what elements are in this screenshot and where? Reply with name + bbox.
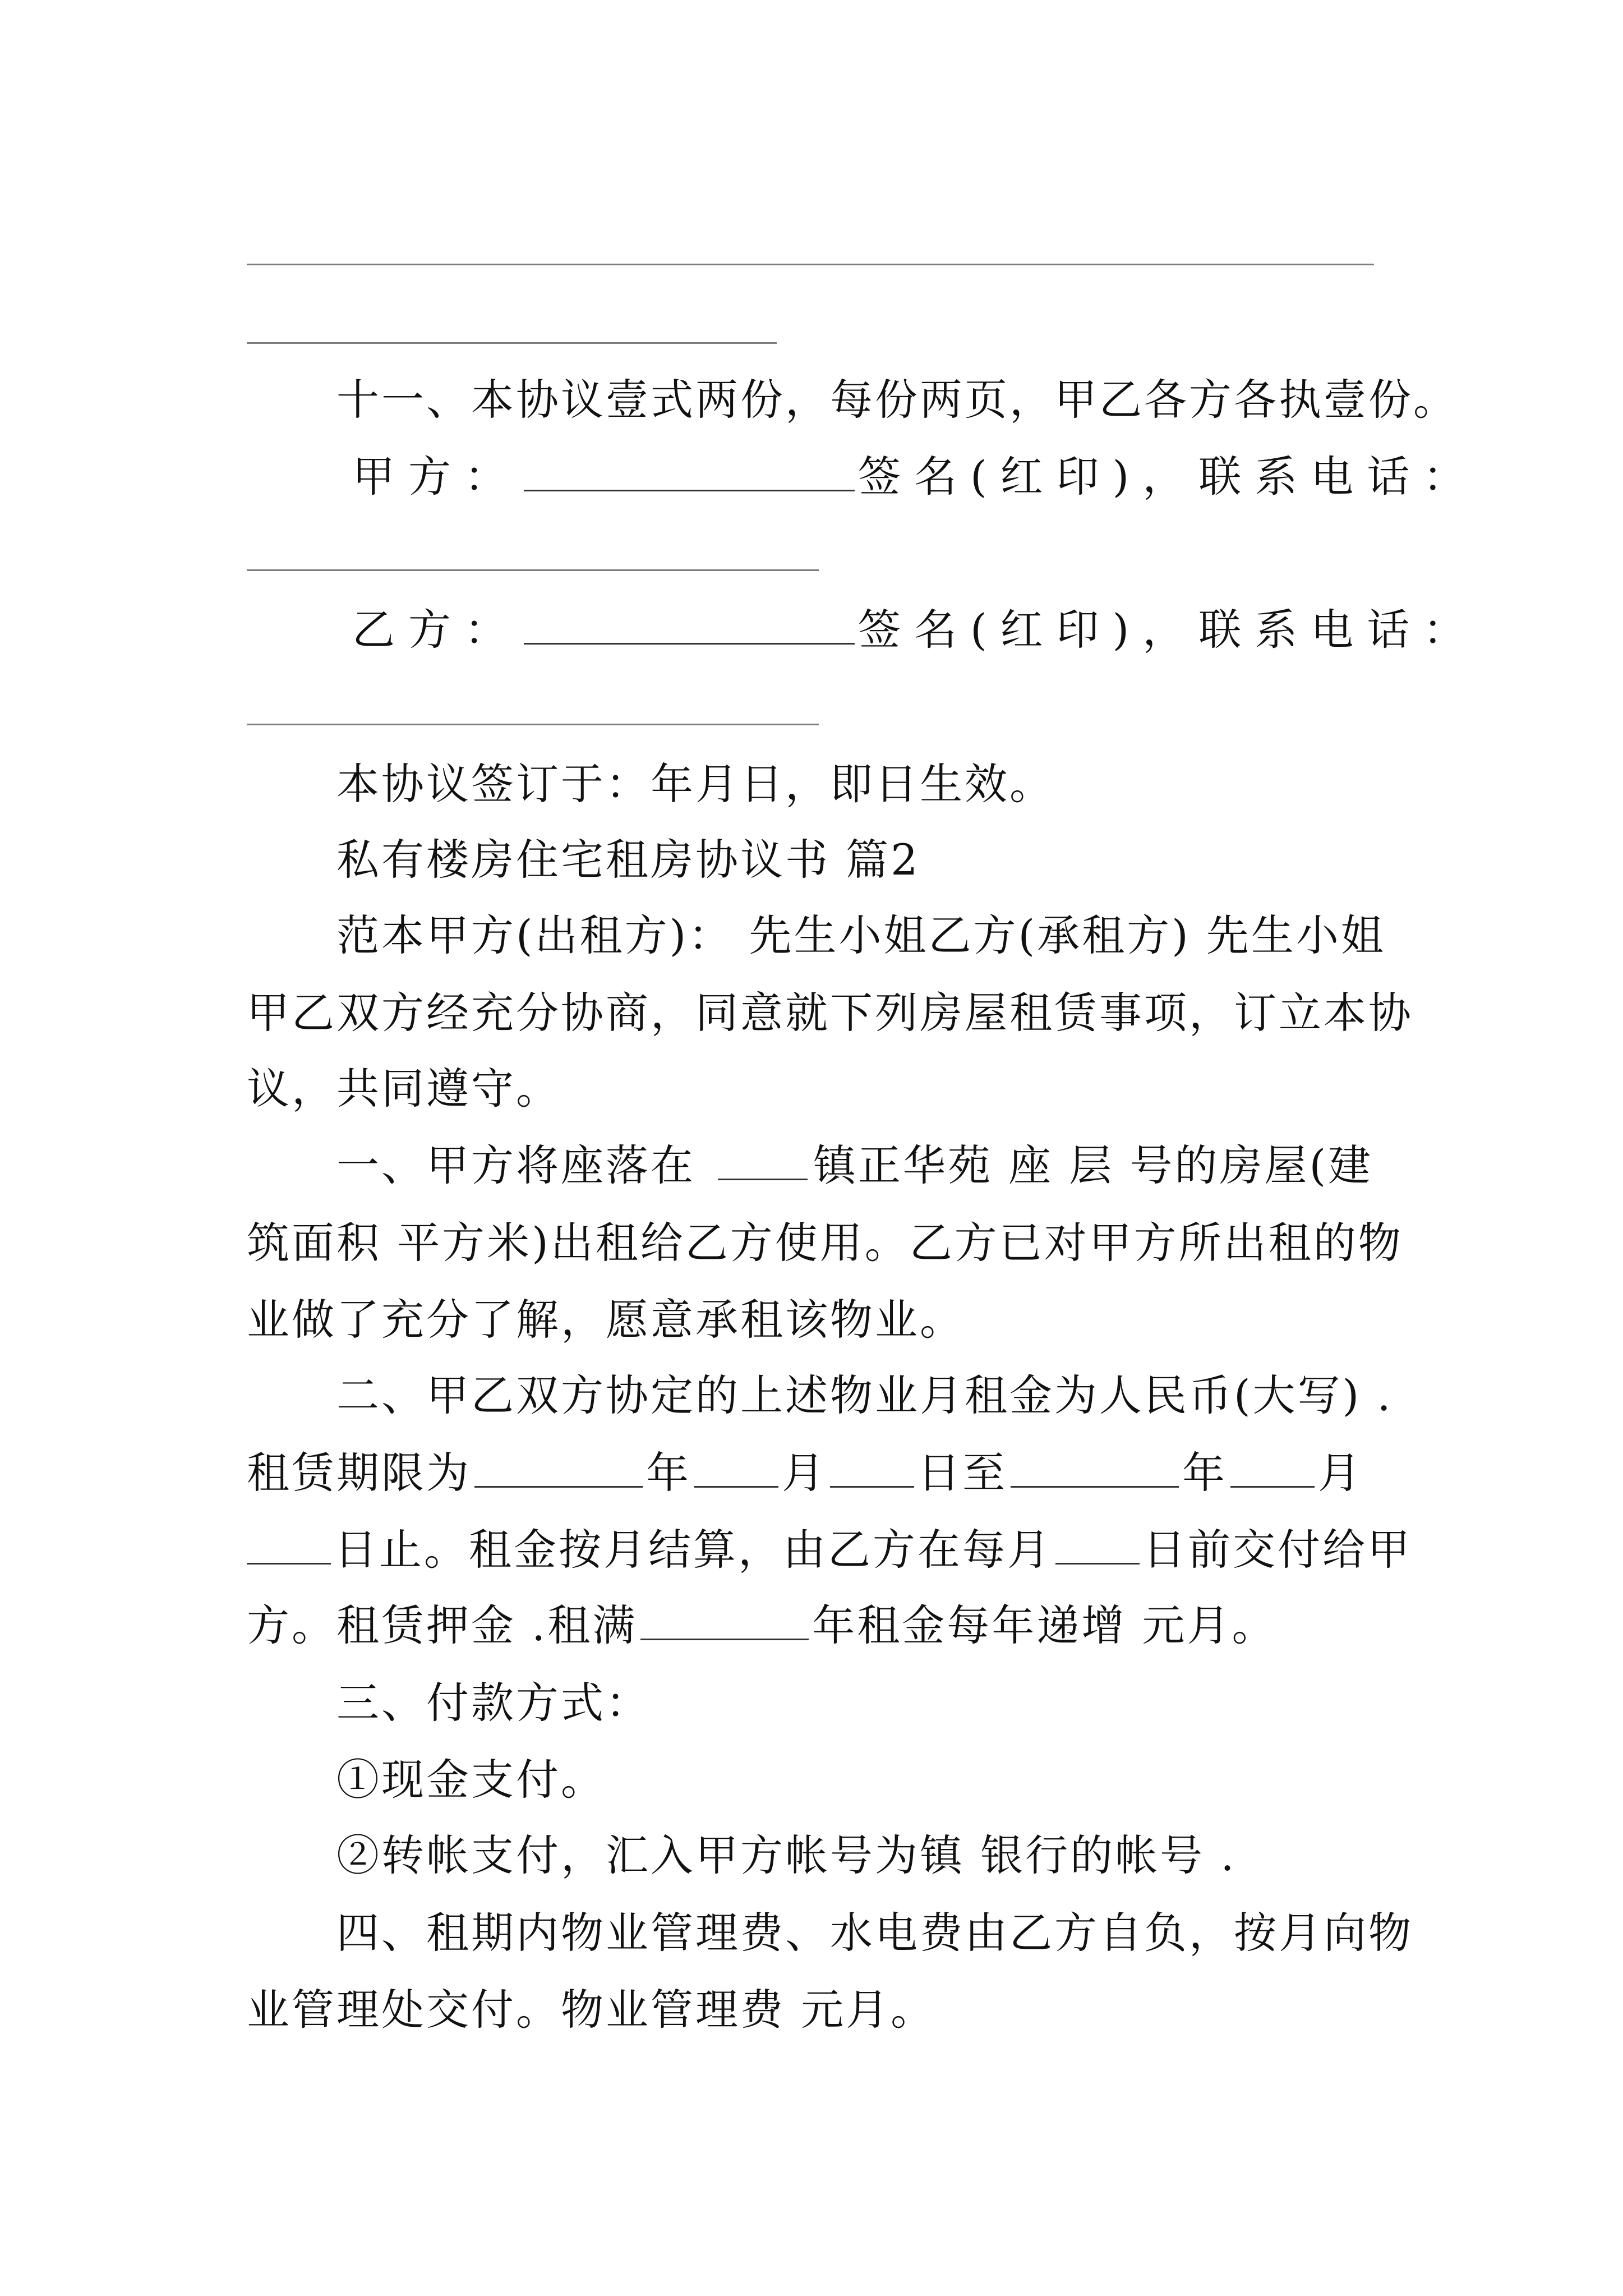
party-a-name-blank: [524, 487, 855, 491]
clause-3-title: 三、付款方式：: [336, 1678, 651, 1728]
document-heading: 私有楼房住宅租房协议书 篇2: [336, 835, 920, 885]
party-b-label: 乙方：: [352, 605, 520, 655]
year-label: 年: [1182, 1448, 1227, 1498]
intro-line-1: 甲乙双方经充分协商，同意就下列房屋租赁事项，订立本协: [247, 988, 1413, 1038]
signature-line-party-b: [352, 605, 1479, 655]
party-a-phone-blank: [247, 569, 819, 571]
party-b-name-blank: [524, 641, 855, 645]
clause-4-line-2: 业管理处交付。物业管理费 元月。: [247, 1985, 936, 2035]
payment-schedule-text-b: 日前交付给甲: [1143, 1525, 1412, 1575]
year-label: 年: [646, 1448, 691, 1498]
lease-term-label: 租赁期限为: [247, 1448, 471, 1498]
deposit-text: 方。租赁押金 .租满: [247, 1600, 638, 1650]
location-blank: [718, 1176, 808, 1180]
fill-line: [247, 264, 1374, 265]
party-a-label: 甲方：: [352, 452, 520, 501]
clause-1-line-1: [336, 1140, 1373, 1190]
payment-day-blank: [1055, 1561, 1140, 1565]
fill-line: [247, 342, 777, 344]
payment-option-2: ②转帐支付，汇入甲方帐号为镇 银行的帐号 .: [336, 1830, 1237, 1880]
end-year-blank: [1011, 1484, 1179, 1488]
start-year-blank: [474, 1484, 643, 1488]
years-blank: [640, 1636, 809, 1640]
clause-2-line-4: [247, 1600, 1277, 1650]
start-day-blank: [830, 1484, 914, 1488]
intro-line-2: 议，共同遵守。: [247, 1064, 561, 1114]
end-day-blank: [247, 1561, 331, 1565]
clause-1-text-a: 一、甲方将座落在: [336, 1140, 695, 1190]
signing-date: 本协议签订于：年月日，即日生效。: [336, 759, 1054, 809]
payment-option-1: ①现金支付。: [336, 1755, 606, 1805]
start-month-blank: [694, 1484, 778, 1488]
parties-line: 范本甲方(出租方)： 先生小姐乙方(承租方) 先生小姐: [336, 910, 1386, 960]
party-b-phone-blank: [247, 724, 819, 725]
clause-2-line-1: 二、甲乙双方协定的上述物业月租金为人民币(大写) .: [336, 1370, 1393, 1420]
clause-1-line-2: 筑面积 平方米)出租给乙方使用。乙方已对甲方所出租的物: [247, 1218, 1403, 1268]
month-label: 月: [782, 1448, 827, 1498]
party-a-sign-label: 签名(红印)，联系电话：: [858, 452, 1479, 501]
clause-11: 十一、本协议壹式两份，每份两页，甲乙各方各执壹份。: [336, 375, 1458, 425]
clause-1-line-3: 业做了充分了解，愿意承租该物业。: [247, 1295, 965, 1345]
payment-schedule-text: 日止。租金按月结算，由乙方在每月: [334, 1525, 1052, 1575]
party-b-sign-label: 签名(红印)，联系电话：: [858, 605, 1479, 655]
day-to-label: 日至: [917, 1448, 1007, 1498]
end-month-blank: [1230, 1484, 1315, 1488]
clause-1-text-b: 镇正华苑 座 层 号的房屋(建: [813, 1140, 1373, 1190]
increment-text: 年租金每年递增 元月。: [812, 1600, 1277, 1650]
clause-2-line-3: [247, 1525, 1412, 1575]
month-label: 月: [1318, 1448, 1363, 1498]
clause-4-line-1: 四、租期内物业管理费、水电费由乙方自负，按月向物: [336, 1908, 1413, 1958]
clause-2-line-2: [247, 1448, 1363, 1498]
signature-line-party-a: [352, 452, 1479, 501]
